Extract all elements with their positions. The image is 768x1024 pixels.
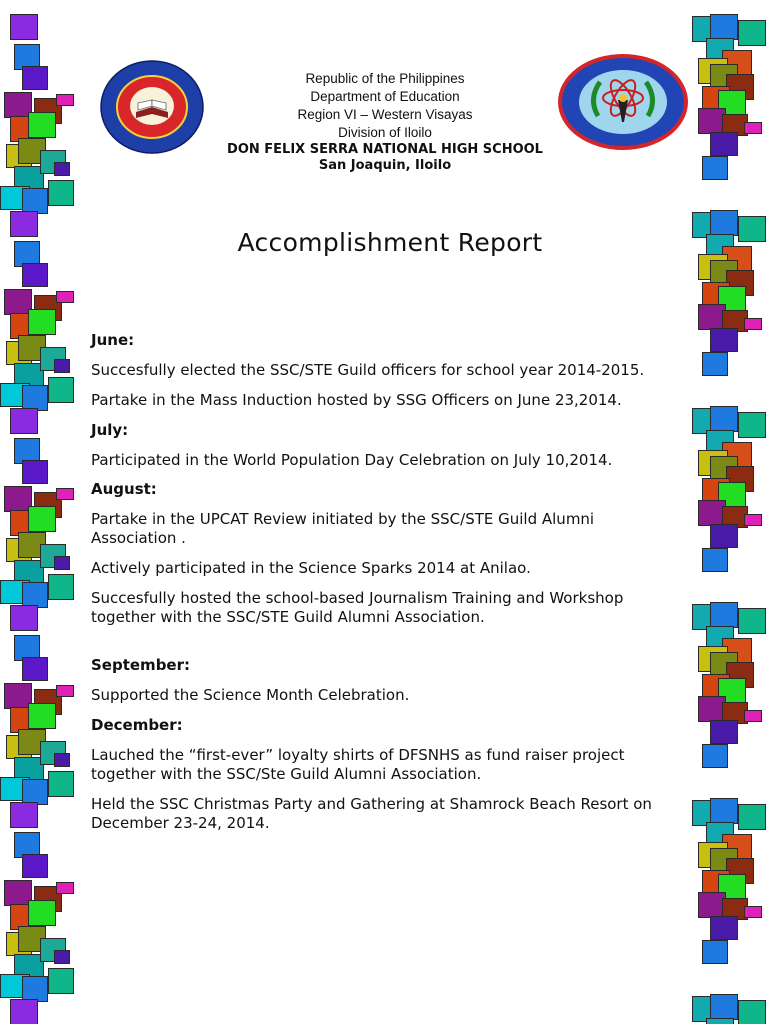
august-item-2: Actively participated in the Science Sparks 2014 at Anilao. xyxy=(91,559,531,577)
decorative-square xyxy=(738,412,766,438)
school-seal-logo xyxy=(100,60,204,154)
decorative-square xyxy=(10,605,38,631)
right-decorative-border xyxy=(678,0,768,1024)
decorative-square xyxy=(56,685,74,697)
decorative-square xyxy=(702,744,728,768)
decorative-square xyxy=(48,968,74,994)
decorative-square xyxy=(10,802,38,828)
header-line-division: Division of Iloilo xyxy=(338,125,432,140)
decorative-square xyxy=(54,753,70,767)
decorative-square xyxy=(710,14,738,40)
decorative-square xyxy=(28,309,56,335)
decorative-square xyxy=(702,352,728,376)
month-heading-december: December: xyxy=(91,716,183,734)
decorative-square xyxy=(48,574,74,600)
decorative-square xyxy=(28,112,56,138)
decorative-square xyxy=(738,20,766,46)
school-name: DON FELIX SERRA NATIONAL HIGH SCHOOL xyxy=(227,142,543,157)
decorative-square xyxy=(744,514,762,526)
decorative-square xyxy=(702,940,728,964)
decorative-square xyxy=(28,900,56,926)
decorative-square xyxy=(706,1018,734,1024)
july-item-1: Participated in the World Population Day Celebration on July 10,2014. xyxy=(91,451,613,469)
decorative-square xyxy=(710,132,738,156)
header-line-republic: Republic of the Philippines xyxy=(305,71,465,86)
decorative-square xyxy=(738,804,766,830)
decorative-square xyxy=(28,506,56,532)
decorative-square xyxy=(710,602,738,628)
december-item-2: Held the SSC Christmas Party and Gathering at Shamrock Beach Resort on December 23-24, 2014. xyxy=(91,795,652,832)
decorative-square xyxy=(56,488,74,500)
decorative-square xyxy=(56,94,74,106)
decorative-square xyxy=(744,710,762,722)
decorative-square xyxy=(48,180,74,206)
month-heading-august: August: xyxy=(91,480,157,498)
september-item-1: Supported the Science Month Celebration. xyxy=(91,686,410,704)
decorative-square xyxy=(54,359,70,373)
decorative-square xyxy=(710,406,738,432)
report-body xyxy=(91,331,666,833)
header-line-region: Region VI – Western Visayas xyxy=(297,107,473,122)
decorative-square xyxy=(28,703,56,729)
august-item-3: Succesfully hosted the school-based Journalism Training and Workshop together with the SSC/STE Guild Alumni Association. xyxy=(91,589,624,626)
special-science-class-logo xyxy=(558,54,688,150)
decorative-square xyxy=(56,882,74,894)
month-heading-june: June: xyxy=(91,331,135,349)
decorative-square xyxy=(738,608,766,634)
decorative-square xyxy=(56,291,74,303)
december-item-1: Lauched the “first-ever” loyalty shirts of DFSNHS as fund raiser project together with the SSC/Ste Guild Alumni Association. xyxy=(91,746,625,783)
decorative-square xyxy=(710,328,738,352)
left-decorative-border xyxy=(0,0,90,1024)
june-item-1: Succesfully elected the SSC/STE Guild officers for school year 2014-2015. xyxy=(91,361,645,379)
decorative-square xyxy=(10,408,38,434)
decorative-square xyxy=(48,377,74,403)
decorative-square xyxy=(710,916,738,940)
decorative-square xyxy=(10,999,38,1024)
decorative-square xyxy=(54,950,70,964)
decorative-square xyxy=(54,556,70,570)
decorative-square xyxy=(744,122,762,134)
decorative-square xyxy=(738,1000,766,1024)
page-title: Accomplishment Report xyxy=(237,228,543,257)
decorative-square xyxy=(22,66,48,90)
month-heading-july: July: xyxy=(91,421,129,439)
decorative-square xyxy=(744,906,762,918)
school-location: San Joaquin, Iloilo xyxy=(318,158,452,173)
header-line-department: Department of Education xyxy=(310,89,460,104)
document-header xyxy=(200,70,570,174)
decorative-square xyxy=(22,460,48,484)
decorative-square xyxy=(702,156,728,180)
decorative-square xyxy=(738,216,766,242)
decorative-square xyxy=(10,14,38,40)
month-heading-september: September: xyxy=(91,656,190,674)
june-item-2: Partake in the Mass Induction hosted by SSG Officers on June 23,2014. xyxy=(91,391,622,409)
decorative-square xyxy=(48,771,74,797)
august-item-1: Partake in the UPCAT Review initiated by the SSC/STE Guild Alumni Association . xyxy=(91,510,595,547)
decorative-square xyxy=(710,210,738,236)
decorative-square xyxy=(22,657,48,681)
decorative-square xyxy=(710,798,738,824)
decorative-square xyxy=(710,524,738,548)
decorative-square xyxy=(54,162,70,176)
decorative-square xyxy=(702,548,728,572)
decorative-square xyxy=(744,318,762,330)
decorative-square xyxy=(10,211,38,237)
decorative-square xyxy=(22,854,48,878)
decorative-square xyxy=(22,263,48,287)
decorative-square xyxy=(710,720,738,744)
decorative-square xyxy=(710,994,738,1020)
